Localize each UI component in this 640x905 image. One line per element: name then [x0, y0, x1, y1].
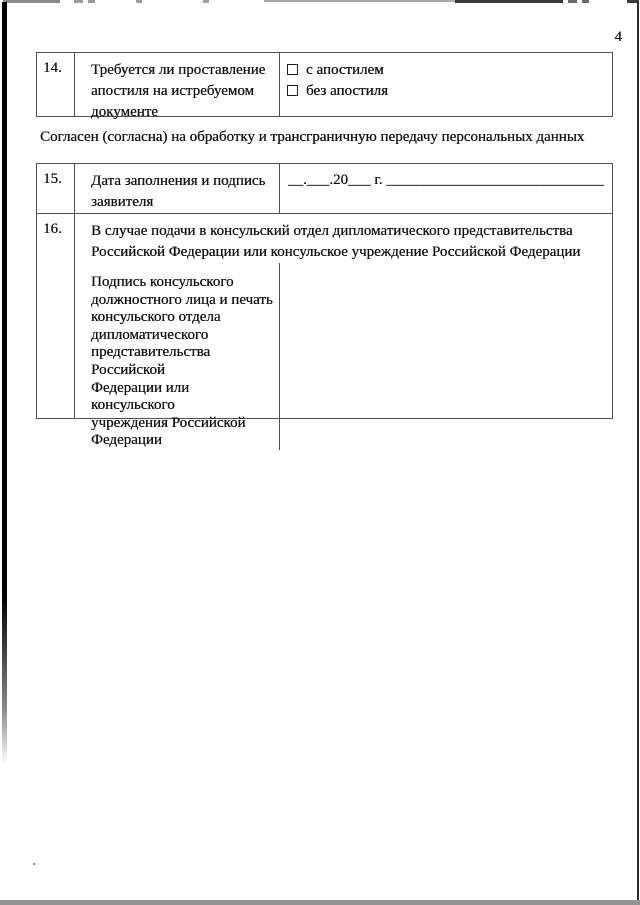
consent-text: Согласен (согласна) на обработку и трансграничную передачу персональных данных	[40, 129, 585, 145]
date-signature-field[interactable]: __.___.20___ г. _____________________________	[288, 172, 604, 188]
row16-label-line: учреждения Российской	[91, 414, 246, 431]
option-label: без апостиля	[306, 83, 388, 99]
row16-label-line: Федерации	[91, 432, 162, 449]
row14-label-line: Требуется ли проставление	[91, 62, 266, 78]
form-row-16	[37, 214, 612, 449]
signature-stamp-area	[280, 263, 612, 450]
row16-header-line: Российской Федерации или консульское учреждение Российской Федерации	[91, 244, 581, 260]
row16-label-line: должностного лица и печать	[91, 291, 273, 308]
form-row-15	[37, 164, 612, 214]
checkbox-icon[interactable]	[287, 64, 298, 75]
top-edge-artifact	[264, 0, 455, 2]
top-edge-artifact	[455, 0, 563, 3]
row16-label	[75, 263, 280, 450]
form-table-row-14	[36, 52, 613, 120]
row14-label-line: апостиля на истребуемом	[91, 83, 254, 99]
top-edge-artifact	[203, 0, 209, 3]
row16-header	[75, 214, 612, 263]
form-table-rows-15-16	[36, 163, 613, 449]
top-edge-artifact	[74, 0, 83, 3]
left-edge-artifact	[2, 2, 7, 764]
row16-label-line: дипломатического	[91, 326, 209, 343]
row14-label	[75, 53, 280, 120]
row-number: 16.	[37, 214, 75, 418]
bottom-edge-artifact	[0, 900, 640, 905]
top-edge-artifact	[136, 0, 142, 3]
speck-artifact	[33, 863, 35, 865]
row-number: 15.	[37, 164, 75, 213]
top-edge-artifact	[568, 0, 577, 3]
row16-label-line: консульского отдела	[91, 309, 221, 326]
option-with-apostille	[287, 60, 612, 81]
row16-subrow	[75, 263, 612, 450]
row15-label-line: Дата заполнения и подпись	[91, 173, 266, 189]
page-number: 4	[614, 29, 622, 45]
row16-header-line: В случае подачи в консульский отдел дипломатического представительства	[91, 223, 573, 239]
top-edge-artifact	[582, 0, 589, 3]
row-number: 14.	[37, 53, 75, 116]
row16-label-line: представительства Российской	[91, 344, 211, 378]
row15-label	[75, 164, 280, 213]
row14-label-line: документе	[91, 104, 158, 120]
top-edge-artifact	[3, 0, 60, 3]
row15-label-line: заявителя	[91, 194, 154, 210]
row14-options	[280, 53, 612, 116]
top-edge-artifact	[88, 0, 95, 3]
option-label: с апостилем	[306, 62, 384, 78]
right-edge-artifact	[637, 2, 639, 905]
row16-body	[75, 214, 612, 449]
checkbox-icon[interactable]	[287, 85, 298, 96]
row16-label-line: Федерации или консульского	[91, 379, 190, 414]
row16-label-line: Подпись консульского	[91, 274, 234, 290]
option-without-apostille	[287, 81, 612, 102]
